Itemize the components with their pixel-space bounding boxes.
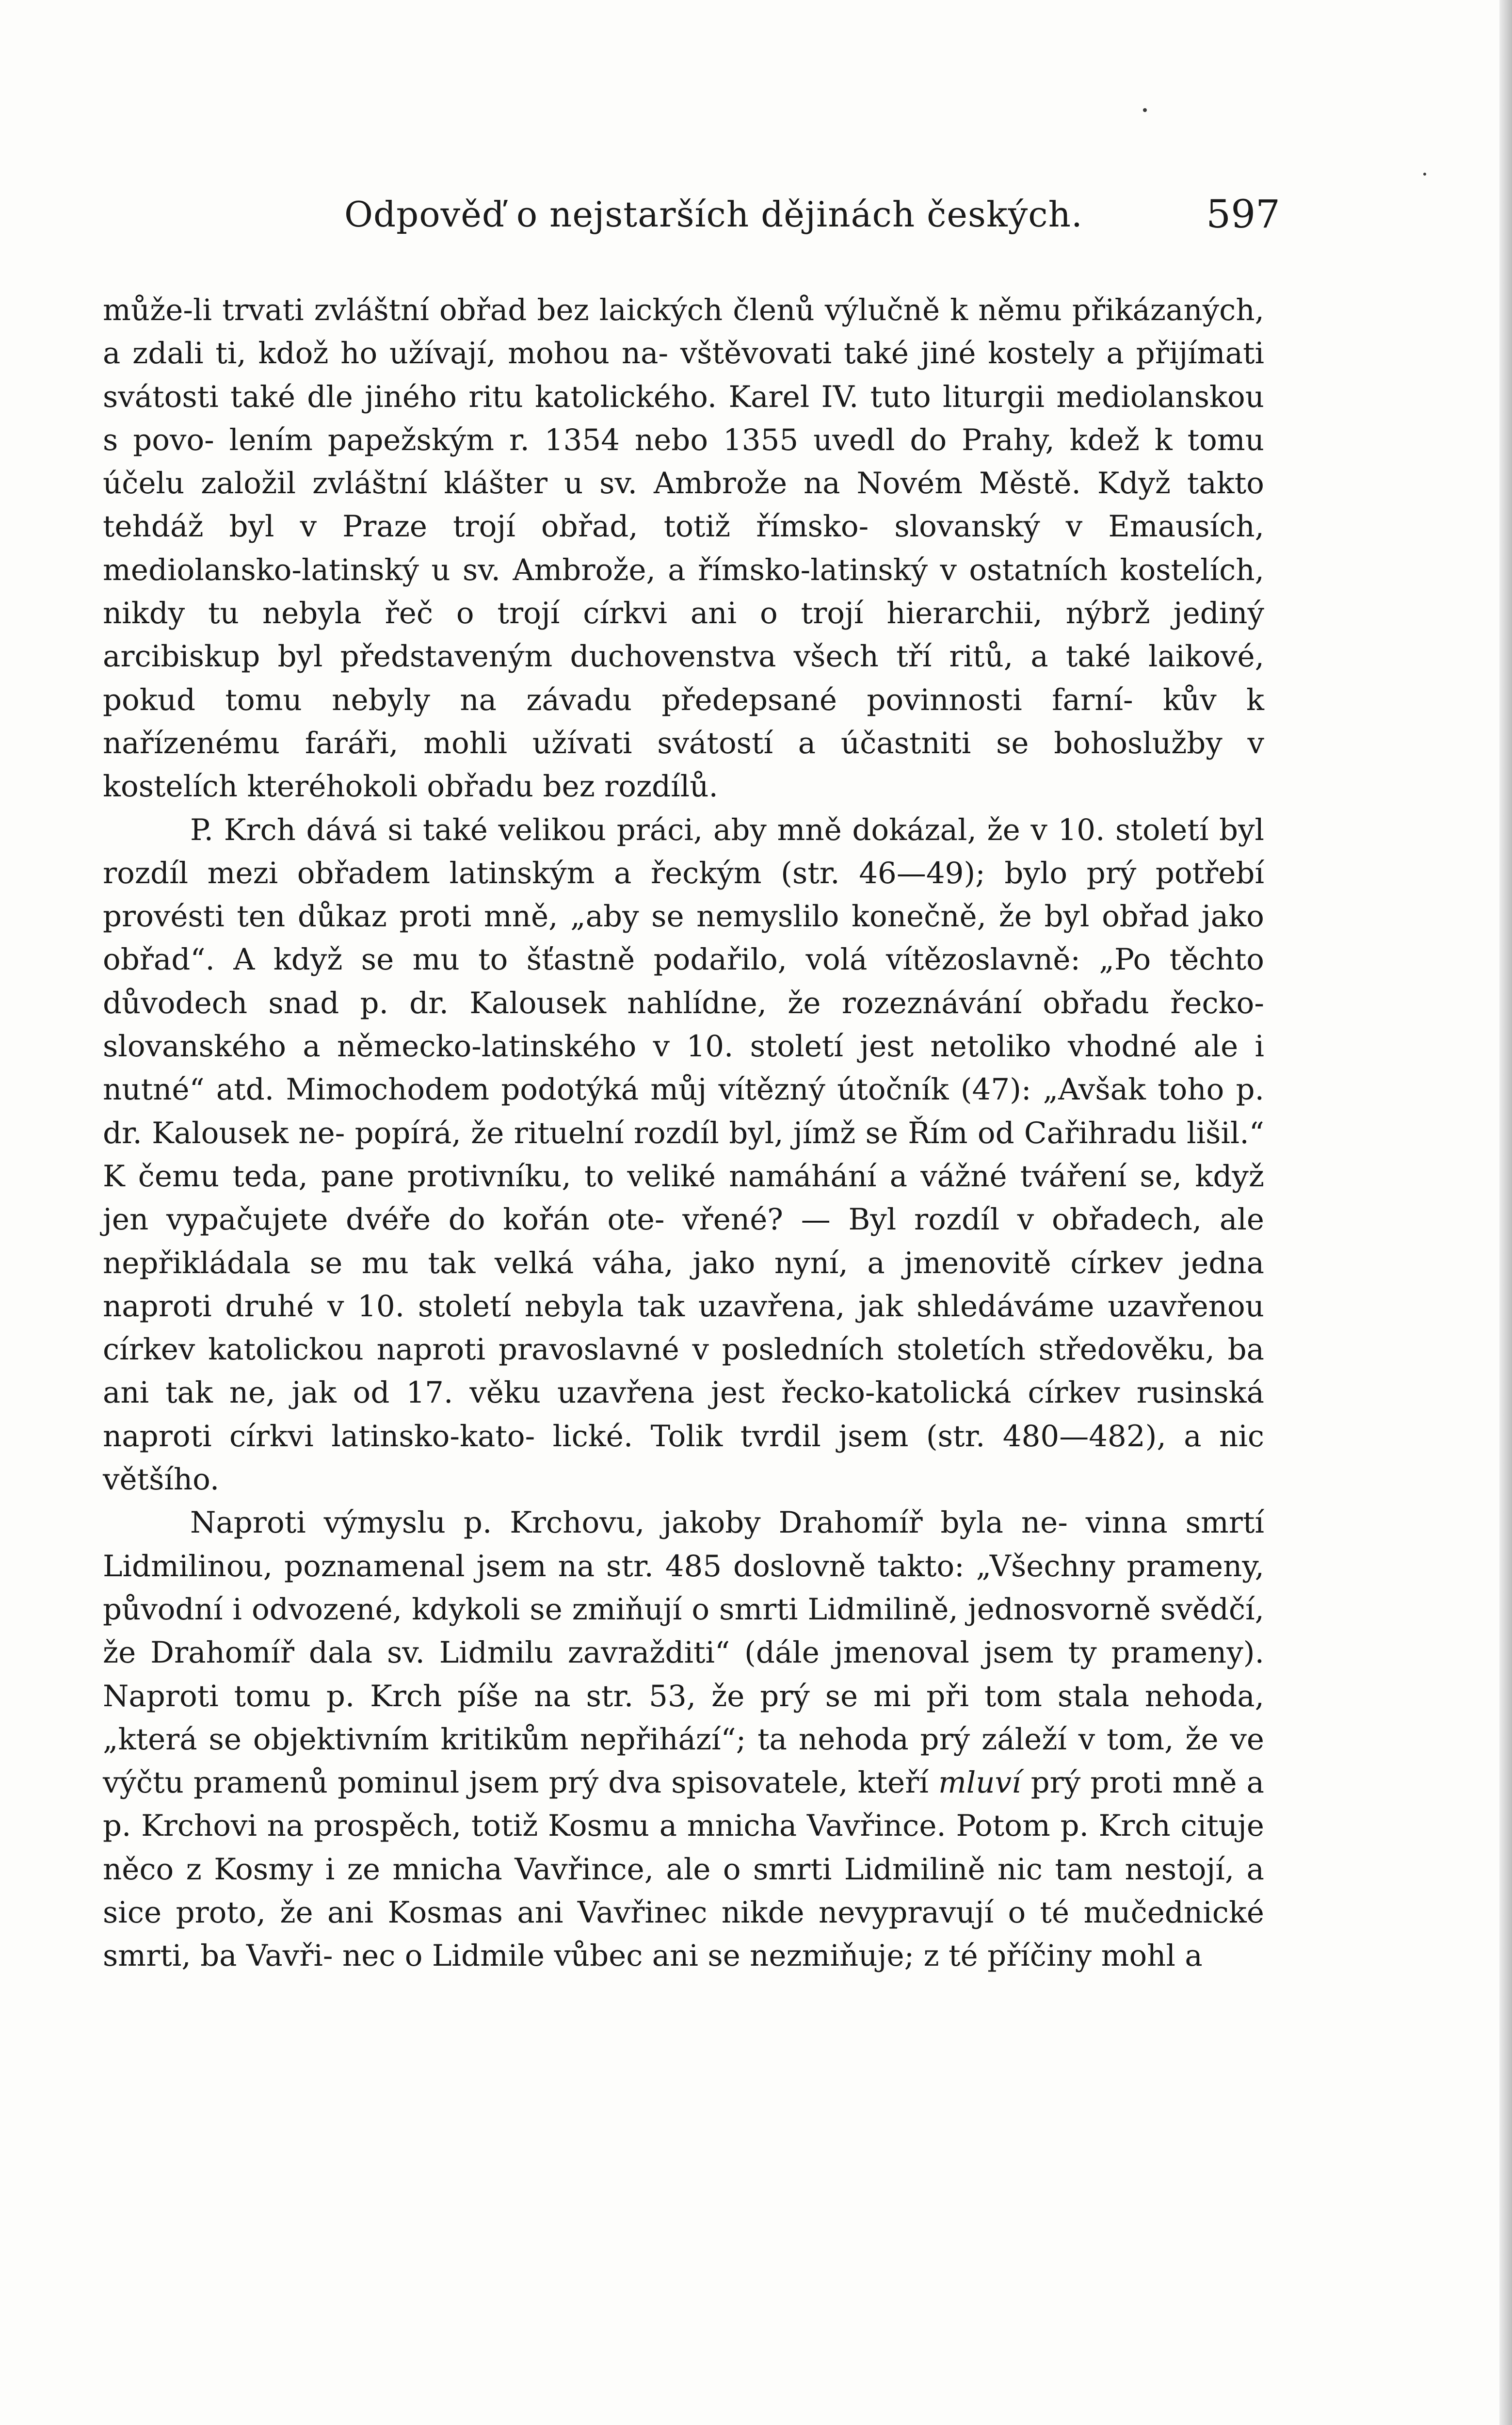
ink-speck	[1143, 108, 1147, 112]
ink-speck	[1423, 173, 1426, 176]
paragraph-3-text-start: Naproti výmyslu p. Krchovu, jakoby Drahomíř byla ne- vinna smrtí Lidmilinou, poznamenal jsem na str. 485 doslovně takto: „Všechny prameny, původní i odvozené, kdykoli se zmiňují o smrti Lidmilině, jednosvorně svědčí, že Drahomíř dala sv. Lidmilu zavražditi“ (dále jmenoval jsem ty prameny). Naproti tomu p. Krch píše na str. 53, že prý se mi při tom stala nehoda, „která se objektivním kritikům nepřihází“; ta nehoda prý záleží v tom, že ve výčtu pramenů pominul jsem prý dva spisovatele, kteří	[103, 1505, 1264, 1800]
paragraph-2: P. Krch dává si také velikou práci, aby mně dokázal, že v 10. století byl rozdíl mezi obřadem latinským a řeckým (str. 46—49); bylo prý potřebí provésti ten důkaz proti mně, „aby se nemyslilo konečně, že byl obřad jako obřad“. A když se mu to šťastně podařilo, volá vítězoslavně: „Po těchto důvodech snad p. dr. Kalousek nahlídne, že rozeznávání obřadu řecko-slovanského a německo-latinského v 10. století jest netoliko vhodné ale i nutné“ atd. Mimochodem podotýká můj vítězný útočník (47): „Avšak toho p. dr. Kalousek ne- popírá, že rituelní rozdíl byl, jímž se Řím od Cařihradu lišil.“ K čemu teda, pane protivníku, to veliké namáhání a vážné tváření se, když jen vypačujete dvéře do kořán ote- vřené? — Byl rozdíl v obřadech, ale nepřikládala se mu tak velká váha, jako nyní, a jmenovitě církev jedna naproti druhé v 10. století nebyla tak uzavřena, jak shledáváme uzavřenou církev katolickou naproti pravoslavné v posledních stoletích středověku, ba ani tak ne, jak od 17. věku uzavřena jest řecko-katolická církev rusinská naproti církvi latinsko-kato- lické. Tolik tvrdil jsem (str. 480—482), a nic většího.	[103, 812, 1264, 1497]
running-title: Odpověď o nejstarších dějinách českých.	[344, 194, 1083, 235]
paragraph-3	[103, 1501, 1264, 1977]
page-edge-shadow	[1499, 0, 1512, 2425]
running-head	[102, 190, 1280, 248]
paragraph-1: může-li trvati zvláštní obřad bez laických členů výlučně k němu přikázaných, a zdali ti, kdož ho užívají, mohou na- vštěvovati také jiné kostely a přijímati svátosti také dle jiného ritu katolického. Karel IV. tuto liturgii mediolanskou s povo- lením papežským r. 1354 nebo 1355 uvedl do Prahy, kdež k tomu účelu založil zvláštní klášter u sv. Ambrože na Novém Městě. Když takto tehdáž byl v Praze trojí obřad, totiž římsko- slovanský v Emausích, mediolansko-latinský u sv. Ambrože, a římsko-latinský v ostatních kostelích, nikdy tu nebyla řeč o trojí církvi ani o trojí hierarchii, nýbrž jediný arcibiskup byl představeným duchovenstva všech tří ritů, a také laikové, pokud tomu nebyly na závadu předepsané povinnosti farní- kův k nařízenému faráři, mohli užívati svátostí a účastniti se bohoslužby v kostelích kteréhokoli obřadu bez rozdílů.	[103, 293, 1264, 804]
page-number: 597	[1206, 192, 1280, 237]
body-text	[103, 289, 1264, 1978]
paragraph-3-text-end: prý proti mně a p. Krchovi na prospěch, totiž Kosmu a mnicha Vavřince. Potom p. Krch cituje něco z Kosmy i ze mnicha Vavřince, ale o smrti Lidmilině nic tam nestojí, a sice proto, že ani Kosmas ani Vavřinec nikde nevypravují o té mučednické smrti, ba Vavři- nec o Lidmile vůbec ani se nezmiňuje; z té příčiny mohl a	[103, 1765, 1265, 1973]
italic-word: mluví	[938, 1765, 1021, 1800]
